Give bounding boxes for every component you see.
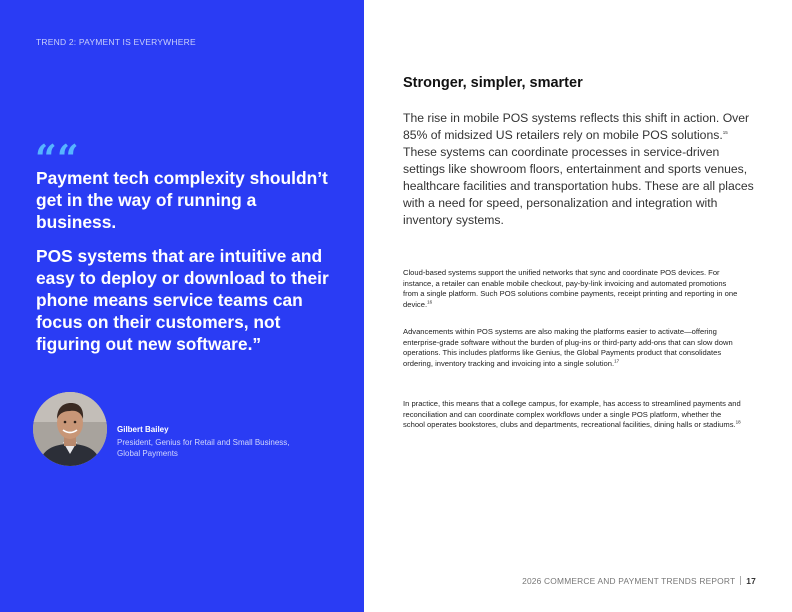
author-title (117, 437, 337, 459)
avatar (33, 392, 107, 466)
body-paragraph-1 (403, 268, 743, 310)
article-column (364, 0, 792, 612)
body-text-1: Cloud-based systems support the unified networks that sync and coordinate POS devices. For instance, a retailer can enable mobile checkout, pay-by-link invoicing and automated promotions from a single platform. Such POS solutions combine payments, receipt printing and reporting in one device. (403, 268, 738, 309)
footnote-ref: 17 (614, 358, 620, 364)
lead-text-a: The rise in mobile POS systems reflects this shift in action. Over 85% of midsized US retailers rely on mobile POS solutions. (403, 111, 750, 142)
lead-text-b: These systems can coordinate processes in service-driven settings like showroom floors, entertainment and sports venues, healthcare facilities and transportation hubs. These are all places with a need for speed, personalization and integration with inventory systems. (403, 145, 754, 227)
lead-paragraph (403, 110, 755, 229)
author-name: Gilbert Bailey (117, 425, 169, 434)
section-label: TREND 2: PAYMENT IS EVERYWHERE (36, 37, 196, 47)
body-paragraph-2 (403, 327, 743, 369)
quote-mark-icon: ““ (35, 136, 79, 181)
page-number: 17 (746, 576, 756, 586)
author-title-line-1: President, Genius for Retail and Small Business, (117, 438, 290, 447)
person-portrait-icon (33, 392, 107, 466)
footnote-ref: 18 (735, 419, 741, 425)
body-paragraph-3 (403, 399, 743, 431)
body-text-3: In practice, this means that a college campus, for example, has access to streamlined payments and reconciliation and can coordinate complex workflows under a single POS platform, whether the school operates bookstores, clubs and departments, recreational facilities, dining halls or stadiums. (403, 399, 741, 430)
author-title-line-2: Global Payments (117, 449, 178, 458)
footnote-ref: 15 (722, 129, 728, 135)
section-heading: Stronger, simpler, smarter (403, 75, 583, 91)
page-footer (522, 576, 756, 586)
quote-text-1: Payment tech complexity shouldn’t get in the way of running a business. (36, 168, 328, 232)
footer-divider (740, 576, 741, 585)
quote-text-2: POS systems that are intuitive and easy to deploy or download to their phone means service teams can focus on their customers, not figuring out new software.” (36, 246, 329, 354)
footnote-ref: 16 (427, 299, 433, 305)
quote-panel (0, 0, 364, 612)
body-text-2: Advancements within POS systems are also making the platforms easier to activate—offering enterprise-grade software without the burden of plug-ins or third-party add-ons that can slow down operations. This includes platforms like Genius, the Global Payments product that consolidates ordering, inventory tracking and invoicing into a single solution. (403, 327, 733, 368)
report-title: 2026 COMMERCE AND PAYMENT TRENDS REPORT (522, 576, 736, 586)
